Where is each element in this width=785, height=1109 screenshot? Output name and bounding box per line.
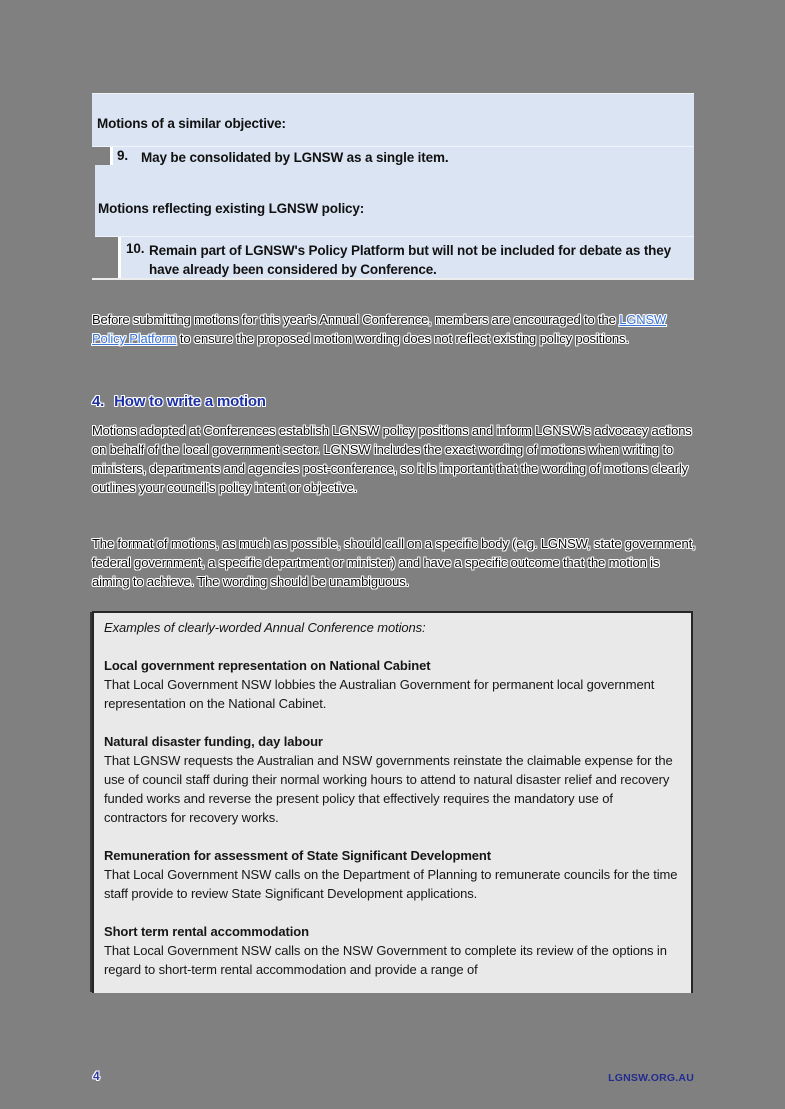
page-number: 4	[93, 1069, 100, 1083]
example-title: Remuneration for assessment of State Significant Development	[104, 848, 491, 863]
section-heading	[92, 393, 266, 410]
table-notch	[92, 147, 113, 165]
body-paragraph-2: The format of motions, as much as possible, should call on a specific body (e.g. LGNSW, state government, federal government, a specific department or minister) and have a specific outcome that the motion is aiming to achieve. The wording should be unambiguous.	[92, 536, 696, 589]
intro-paragraph	[92, 310, 698, 348]
criteria-item-9	[92, 147, 694, 165]
example-motion	[104, 846, 679, 903]
body-paragraph-1: Motions adopted at Conferences establish LGNSW policy positions and inform LGNSW's advocacy actions on behalf of the local government sector. LGNSW includes the exact wording of motions when writing to ministers, departments and agencies post-conference, so it is important that the wording of motions clearly outlines your council's policy intent or objective.	[92, 423, 692, 495]
examples-box	[92, 611, 693, 993]
example-body: That Local Government NSW lobbies the Australian Government for permanent local government representation on the National Cabinet.	[104, 677, 655, 711]
intro-text-before: Before submitting motions for this year's Annual Conference, members are encouraged to the	[92, 312, 620, 327]
item-text: Remain part of LGNSW's Policy Platform but will not be included for debate as they have already been considered by Conference.	[149, 243, 671, 277]
section-title: How to write a motion	[114, 393, 266, 411]
examples-caption: Examples of clearly-worded Annual Conference motions:	[104, 620, 426, 635]
example-motion	[104, 732, 679, 827]
section-number: 4.	[92, 393, 105, 411]
criteria-item-cell	[121, 237, 694, 278]
criteria-label-text: Motions reflecting existing LGNSW policy:	[98, 201, 365, 216]
example-title: Local government representation on National Cabinet	[104, 658, 431, 673]
example-title: Short term rental accommodation	[104, 924, 309, 939]
item-number: 10.	[126, 241, 145, 256]
criteria-table	[92, 93, 694, 280]
item-text: May be consolidated by LGNSW as a single item.	[141, 150, 449, 165]
example-body: That Local Government NSW calls on the NSW Government to complete its review of the options in regard to short-term rental accommodation and provide a range of	[104, 943, 667, 977]
footer-site-url: LGNSW.ORG.AU	[608, 1072, 694, 1084]
criteria-item-cell	[113, 147, 694, 165]
criteria-section-label	[95, 165, 694, 237]
example-body: That LGNSW requests the Australian and NSW governments reinstate the claimable expense for the use of council staff during their normal working hours to attend to natural disaster relief and recovery funded works and reverse the present policy that effectively requires the mandatory use of contractors for recovery works.	[104, 753, 673, 825]
criteria-label-text: Motions of a similar objective:	[97, 116, 286, 131]
criteria-section-label	[92, 94, 694, 147]
table-notch	[92, 237, 121, 278]
example-title: Natural disaster funding, day labour	[104, 734, 323, 749]
policy-platform-link[interactable]: LGNSW Policy Platform	[92, 312, 667, 346]
criteria-item-10	[92, 237, 694, 278]
item-number: 9.	[117, 148, 128, 163]
intro-text-after: to ensure the proposed motion wording does not reflect existing policy positions.	[176, 331, 629, 346]
example-motion	[104, 656, 679, 713]
example-motion	[104, 922, 679, 979]
example-body: That Local Government NSW calls on the Department of Planning to remunerate councils for the time staff provide to review State Significant Development applications.	[104, 867, 678, 901]
